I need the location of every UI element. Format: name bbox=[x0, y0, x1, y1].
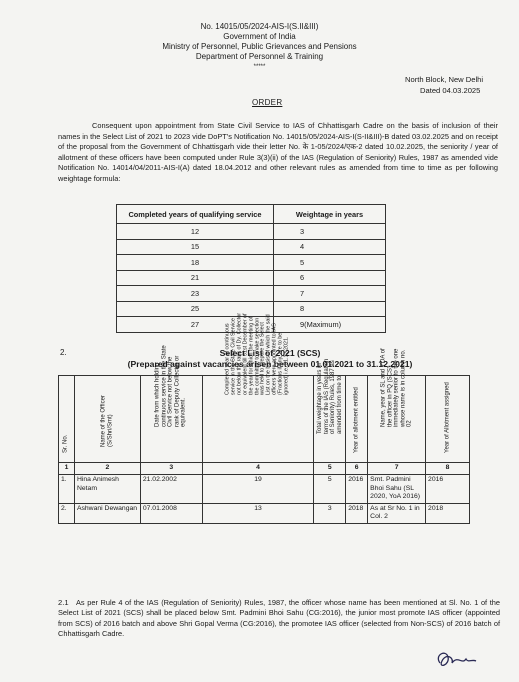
table-cell: 5 bbox=[274, 255, 386, 271]
column-number: 1 bbox=[59, 463, 75, 475]
table-header: Name, year of SL and YOA of the officer in PQ (SCS), immediately senior to the one whose name is in column no. 02 bbox=[368, 376, 426, 463]
file-number: No. 14015/05/2024-AIS-I(S.II&III) bbox=[200, 22, 319, 31]
table-row bbox=[59, 503, 470, 523]
table-row bbox=[117, 270, 386, 286]
table-row bbox=[117, 224, 386, 240]
table-cell: 19 bbox=[202, 475, 314, 504]
section-subtitle: (Prepared against vacancies arisen between 01.01.2021 to 31.12.2021) bbox=[127, 359, 413, 369]
place: North Block, New Delhi bbox=[405, 75, 484, 84]
ministry-line: Ministry of Personnel, Public Grievances and Pensions bbox=[162, 42, 357, 51]
stars-divider: ***** bbox=[253, 64, 266, 70]
table-cell: 21 bbox=[117, 270, 274, 286]
table-cell: 23 bbox=[117, 286, 274, 302]
column-number: 3 bbox=[140, 463, 202, 475]
column-number: 6 bbox=[346, 463, 368, 475]
table-cell: 3 bbox=[314, 503, 346, 523]
table-header: Total weightage in years in terms of the IAS (Regulation of Seniority) Rules, 1987 as amended from time to bbox=[314, 376, 346, 463]
table-cell: 25 bbox=[117, 301, 274, 317]
table-cell: Smt. Padmini Bhoi Sahu (SL 2020, YoA 2016) bbox=[368, 475, 426, 504]
table-header: Completed year of continuous service in the State Civil Service not below the rank of Dy. Collector or equivalent till 31st December of the year for which the meeting of the committee to make selection was held to prepare the Select List on the basis of which the said officers were appointed to IAS (Fractions if any, are to be ignored) i.e. 31.12.2021. bbox=[202, 376, 314, 463]
table-header-row bbox=[59, 376, 470, 463]
column-number: 2 bbox=[74, 463, 140, 475]
table-header-row bbox=[117, 205, 386, 224]
table-cell: 1. bbox=[59, 475, 75, 504]
signature bbox=[432, 647, 480, 673]
order-paragraph bbox=[58, 121, 498, 185]
table-cell: 27 bbox=[117, 317, 274, 333]
table-cell: 15 bbox=[117, 239, 274, 255]
table-cell: 6 bbox=[274, 270, 386, 286]
table-row bbox=[59, 475, 470, 504]
table-cell: 2016 bbox=[426, 475, 470, 504]
section-title: Select List of 2021 (SCS) bbox=[219, 348, 321, 358]
table-cell: 4 bbox=[274, 239, 386, 255]
table-row bbox=[117, 239, 386, 255]
table-cell: 18 bbox=[117, 255, 274, 271]
table-cell: 21.02.2002 bbox=[140, 475, 202, 504]
table-header: Sr. No. bbox=[59, 376, 75, 463]
table-cell: 13 bbox=[202, 503, 314, 523]
table-cell: 8 bbox=[274, 301, 386, 317]
table-header: Name of the Officer (S/Shri/Smt) bbox=[74, 376, 140, 463]
table-cell: As at Sr No. 1 in Col. 2 bbox=[368, 503, 426, 523]
table-cell: 9(Maximum) bbox=[274, 317, 386, 333]
table-row bbox=[117, 286, 386, 302]
department-line: Department of Personnel & Training bbox=[195, 52, 324, 61]
table-cell: 07.01.2008 bbox=[140, 503, 202, 523]
column-number: 5 bbox=[314, 463, 346, 475]
table-cell: Hina Animesh Netam bbox=[74, 475, 140, 504]
table-cell: 2018 bbox=[346, 503, 368, 523]
table-cell: 7 bbox=[274, 286, 386, 302]
table-header: Year of Allotment assigned bbox=[426, 376, 470, 463]
table-cell: 5 bbox=[314, 475, 346, 504]
column-number: 8 bbox=[426, 463, 470, 475]
government-line: Government of India bbox=[223, 32, 296, 41]
column-number: 7 bbox=[368, 463, 426, 475]
table-cell: 2016 bbox=[346, 475, 368, 504]
table-header: Weightage in years bbox=[274, 205, 386, 224]
table-header: Completed years of qualifying service bbox=[117, 205, 274, 224]
page-title: ORDER bbox=[252, 98, 283, 107]
table-cell: 2. bbox=[59, 503, 75, 523]
paragraph-number: 2.1 bbox=[58, 598, 69, 607]
table-cell: 3 bbox=[274, 224, 386, 240]
table-cell: 12 bbox=[117, 224, 274, 240]
rule-paragraph bbox=[58, 598, 500, 640]
column-number: 4 bbox=[202, 463, 314, 475]
rule-paragraph-text: As per Rule 4 of the IAS (Regulation of Seniority) Rules, 1987, the officer whose name has been mentioned at Sl. No. 1 of the Select List of 2021 (SCS) shall be placed below Smt. Padmini Bhoi Sahu (CG:2016), the junior most promote IAS officer (appointed from SCS) of 2016 batch and above Shri Gopal Verma (CG:2016), the promotee IAS officer (selected from Non-SCS) of 2016 batch of Chhattisgarh Cadre. bbox=[58, 598, 500, 639]
column-number-row bbox=[59, 463, 470, 475]
table-row bbox=[117, 255, 386, 271]
table-header: Year of allotment entitled bbox=[346, 376, 368, 463]
table-cell: Ashwani Dewangan bbox=[74, 503, 140, 523]
order-paragraph-text: Consequent upon appointment from State Civil Service to IAS of Chhattisgarh Cadre on the basis of inclusion of their names in the Select List of 2021 to 2023 vide DoPT's Notification No. 14015/05/2024-AIS-I(S-II&III)-B dated 03.02.2025 and on receipt of the proposal from the Government of Chhattisgarh vide their letter No. के 1-05/2024/एक-2 dated 10.02.2025, the seniority / year of allotment of these officers have been computed under Rule 3(3)(ii) of the IAS (Regulation of Seniority) Rules, 1987 as amended vide Notification No. 14014/04/2011-AIS-I(A) dated 18.04.2012 and other relevant rules as amended from time to time as per following weightage formula: bbox=[58, 121, 498, 183]
table-header: Date from which holding continuous service in the State Civil Service not below the rank of Deputy Collector or equivalent. bbox=[140, 376, 202, 463]
date: Dated 04.03.2025 bbox=[420, 86, 481, 95]
table-cell: 2018 bbox=[426, 503, 470, 523]
section-number: 2. bbox=[60, 348, 67, 357]
